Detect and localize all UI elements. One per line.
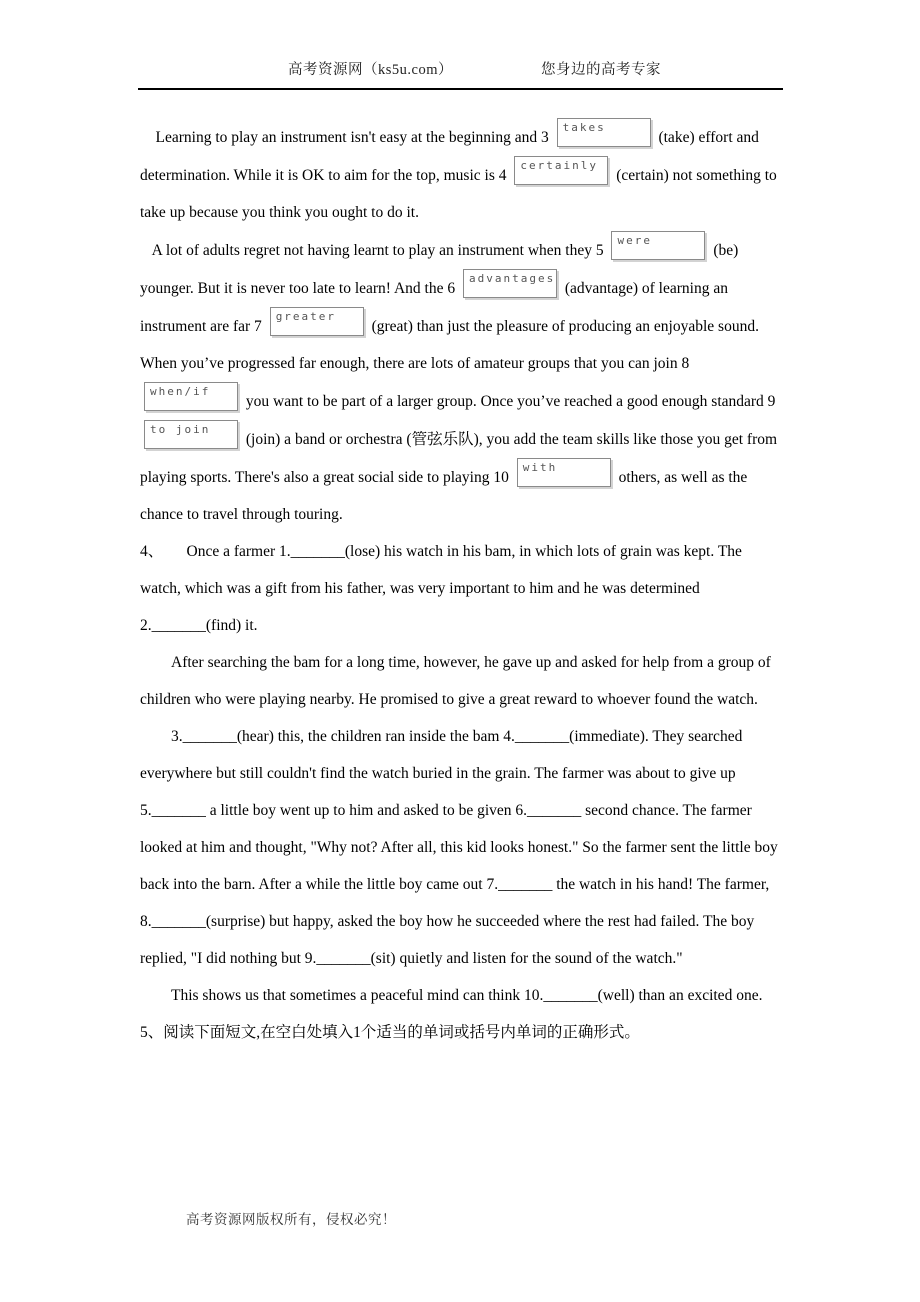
- answer-text: to join: [150, 423, 211, 436]
- answer-text: when/if: [150, 385, 211, 398]
- text-run: (take) effort and determination. While it is OK to aim for the top, music is 4: [140, 129, 763, 184]
- text-run: you want to be part of a larger group. Once you’ve reached a good enough standard 9: [242, 393, 780, 410]
- answer-text: greater: [275, 310, 337, 323]
- text-run: 4、 Once a farmer 1._______(lose) his watch in his bam, in which lots of grain was kept. The watch, which was a gift from his father, was very important to him and he was determined 2._______(find) it.: [140, 543, 746, 634]
- text-run: others, as well as the chance to travel through touring.: [140, 469, 752, 523]
- answer-box[interactable]: [514, 156, 608, 185]
- answer-text: advantages: [468, 272, 556, 285]
- text-run: (certain) not something to take up because you think you ought to do it.: [140, 167, 781, 221]
- answer-box[interactable]: [557, 118, 651, 147]
- answer-box[interactable]: [144, 382, 238, 411]
- paragraph: [140, 718, 782, 977]
- answer-box[interactable]: [270, 307, 364, 336]
- text-run: (great) than just the pleasure of producing an enjoyable sound. When you’ve progressed far enough, there are lots of amateur groups that you can join 8: [140, 318, 763, 372]
- page-header: [138, 58, 783, 90]
- answer-box[interactable]: [463, 269, 557, 298]
- paragraph: [140, 1014, 782, 1051]
- footer-copyright: 高考资源网版权所有，侵权必究！: [186, 1212, 396, 1227]
- site-name: 高考资源网（ks5u.com）: [288, 62, 453, 78]
- answer-text: certainly: [520, 159, 598, 172]
- answer-box[interactable]: [611, 231, 705, 260]
- paragraph: [140, 644, 782, 718]
- paragraph: [140, 533, 782, 644]
- document-body: [140, 118, 782, 1051]
- text-run: 5、阅读下面短文,在空白处填入1个适当的单词或括号内单词的正确形式。: [140, 1024, 640, 1041]
- text-run: A lot of adults regret not having learnt to play an instrument when they 5: [140, 242, 608, 259]
- paragraph: [140, 977, 782, 1014]
- answer-text: were: [617, 234, 652, 247]
- site-slogan: 您身边的高考专家: [540, 62, 661, 78]
- text-run: (join) a band or orchestra (管弦乐队), you add the team skills like those you get from playing sports. There's also a great social side to playing 10: [140, 431, 781, 486]
- paragraph: [140, 231, 782, 533]
- text-run: Learning to play an instrument isn't easy at the beginning and 3: [140, 129, 553, 146]
- text-run: 3._______(hear) this, the children ran inside the bam 4._______(immediate). They searched everywhere but still couldn't find the watch buried in the grain. The farmer was about to give up 5._______ a little boy went up to him and asked to be given 6._______ second chance. The farmer looked at him and thought, "Why not? After all, this kid looks honest." So the farmer sent the little boy back into the barn. After a while the little boy came out 7._______ the watch in his hand! The farmer, 8._______(surprise) but happy, asked the boy how he succeeded where the rest had failed. The boy replied, "I did nothing but 9._______(sit) quietly and listen for the sound of the watch.": [140, 728, 782, 967]
- text-run: (advantage) of learning an instrument are far 7: [140, 280, 732, 335]
- answer-text: takes: [562, 121, 606, 134]
- text-run: This shows us that sometimes a peaceful mind can think 10._______(well) than an excited one.: [140, 987, 763, 1004]
- text-run: After searching the bam for a long time, however, he gave up and asked for help from a group of children who were playing nearby. He promised to give a great reward to whoever found the watch.: [140, 654, 775, 708]
- answer-text: with: [522, 461, 558, 474]
- answer-box[interactable]: [517, 458, 611, 487]
- answer-box[interactable]: [144, 420, 238, 449]
- paragraph: [140, 118, 782, 231]
- text-run: (be) younger. But it is never too late to learn! And the 6: [140, 242, 743, 297]
